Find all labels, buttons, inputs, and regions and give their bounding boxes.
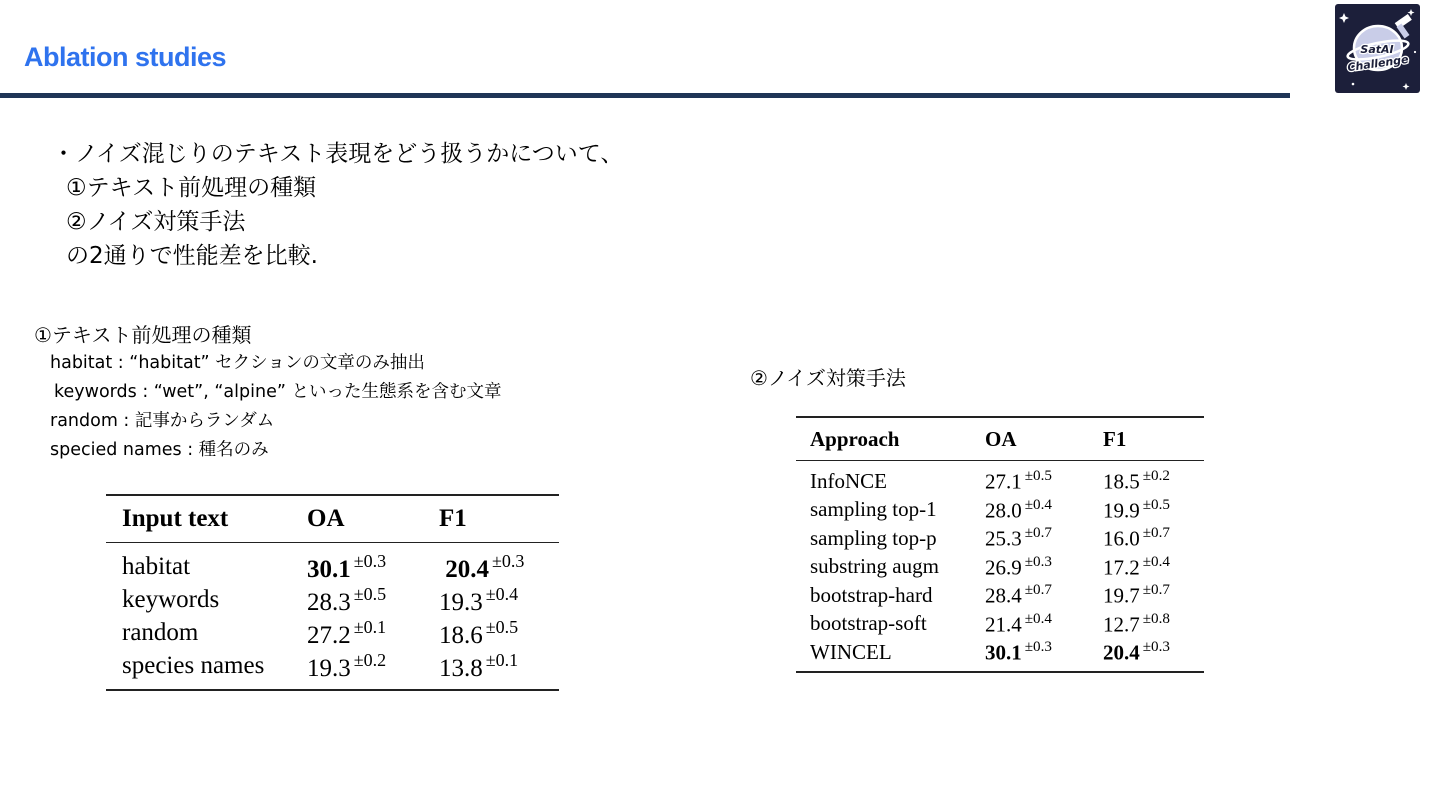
approach-table	[796, 416, 1204, 673]
f1-value: 19.3	[439, 588, 483, 616]
section2-heading: ②ノイズ対策手法	[750, 366, 906, 390]
section1-heading: ①テキスト前処理の種類	[34, 323, 252, 347]
table-row	[796, 610, 1204, 639]
f1-value: 20.4	[1103, 640, 1140, 665]
table-row	[796, 581, 1204, 610]
table-row	[796, 553, 1204, 582]
intro-line: の2通りで性能差を比較.	[66, 243, 318, 269]
row-label: random	[122, 619, 199, 647]
definition-item: keywords : “wet”, “alpine” といった生態系を含む文章	[54, 382, 502, 402]
oa-value: 19.3	[307, 654, 351, 682]
f1-value: 13.8	[439, 654, 483, 682]
title-divider	[0, 93, 1290, 98]
f1-value: 20.4	[445, 555, 489, 583]
oa-value: 25.3	[985, 526, 1022, 551]
f1-std: ±0.4	[485, 583, 519, 604]
slide-title: Ablation studies	[24, 42, 227, 72]
row-label: substring augm	[810, 554, 939, 579]
table-header-row	[106, 495, 559, 543]
f1-std: ±0.2	[1142, 468, 1170, 485]
f1-value: 16.0	[1103, 526, 1140, 551]
row-label: InfoNCE	[810, 468, 887, 493]
oa-value: 27.2	[307, 621, 351, 649]
f1-std: ±0.3	[1142, 639, 1170, 656]
definition-item: random : 記事からランダム	[50, 411, 275, 431]
intro-line: ①テキスト前処理の種類	[66, 175, 317, 201]
table-row	[796, 638, 1204, 672]
column-header: F1	[439, 505, 467, 532]
f1-value: 12.7	[1103, 611, 1140, 636]
logo-text-bottom: Challenge	[1346, 52, 1410, 75]
intro-text	[52, 137, 623, 273]
f1-std: ±0.8	[1142, 610, 1170, 627]
satai-challenge-logo	[1335, 4, 1420, 93]
logo-text-top: SatAI	[1360, 43, 1394, 56]
f1-std: ±0.7	[1142, 525, 1170, 542]
oa-std: ±0.4	[1024, 496, 1052, 513]
oa-value: 28.4	[985, 583, 1022, 608]
table-row	[796, 496, 1204, 525]
row-label: habitat	[122, 553, 191, 581]
oa-std: ±0.3	[1024, 639, 1052, 656]
oa-std: ±0.7	[1024, 525, 1052, 542]
row-label: bootstrap-hard	[810, 582, 933, 607]
column-header: Input text	[122, 505, 229, 532]
f1-value: 19.7	[1103, 583, 1140, 608]
f1-std: ±0.4	[1142, 553, 1170, 570]
column-header: OA	[985, 426, 1017, 451]
f1-std: ±0.5	[1142, 496, 1170, 513]
row-label: bootstrap-soft	[810, 611, 927, 636]
row-label: WINCEL	[810, 639, 892, 664]
table-header-row	[796, 417, 1204, 461]
oa-std: ±0.3	[1024, 553, 1052, 570]
row-label: sampling top-p	[810, 525, 937, 550]
table-row	[796, 524, 1204, 553]
oa-std: ±0.4	[1024, 610, 1052, 627]
f1-value: 18.5	[1103, 469, 1140, 494]
oa-value: 30.1	[985, 640, 1022, 665]
table-row	[106, 543, 559, 584]
oa-value: 28.0	[985, 497, 1022, 522]
f1-value: 17.2	[1103, 554, 1140, 579]
oa-value: 26.9	[985, 554, 1022, 579]
oa-std: ±0.5	[353, 583, 387, 604]
oa-std: ±0.5	[1024, 468, 1052, 485]
intro-line: ・ノイズ混じりのテキスト表現をどう扱うかについて、	[52, 141, 624, 167]
f1-value: 18.6	[439, 621, 483, 649]
oa-value: 21.4	[985, 611, 1022, 636]
definition-item: specied names : 種名のみ	[50, 440, 269, 460]
definition-item: habitat : “habitat” セクションの文章のみ抽出	[50, 353, 425, 373]
column-header: F1	[1103, 426, 1127, 451]
oa-std: ±0.2	[353, 649, 387, 670]
f1-std: ±0.1	[485, 649, 519, 670]
column-header: OA	[307, 505, 345, 532]
f1-std: ±0.5	[485, 616, 519, 637]
oa-std: ±0.7	[1024, 582, 1052, 599]
oa-value: 30.1	[307, 555, 351, 583]
definition-list	[50, 349, 501, 465]
oa-value: 27.1	[985, 469, 1022, 494]
table-row	[106, 650, 559, 690]
f1-value: 19.9	[1103, 497, 1140, 522]
f1-std: ±0.7	[1142, 582, 1170, 599]
oa-std: ±0.3	[353, 551, 387, 571]
oa-value: 28.3	[307, 588, 351, 616]
f1-std: ±0.3	[492, 551, 525, 571]
intro-line: ②ノイズ対策手法	[66, 209, 246, 235]
table-row	[796, 461, 1204, 496]
table-row	[106, 584, 559, 617]
oa-std: ±0.1	[353, 616, 387, 637]
input-text-table	[106, 494, 559, 691]
row-label: species names	[122, 652, 265, 680]
column-header: Approach	[810, 426, 900, 451]
table-row	[106, 617, 559, 650]
row-label: sampling top-1	[810, 497, 937, 522]
row-label: keywords	[122, 586, 220, 614]
